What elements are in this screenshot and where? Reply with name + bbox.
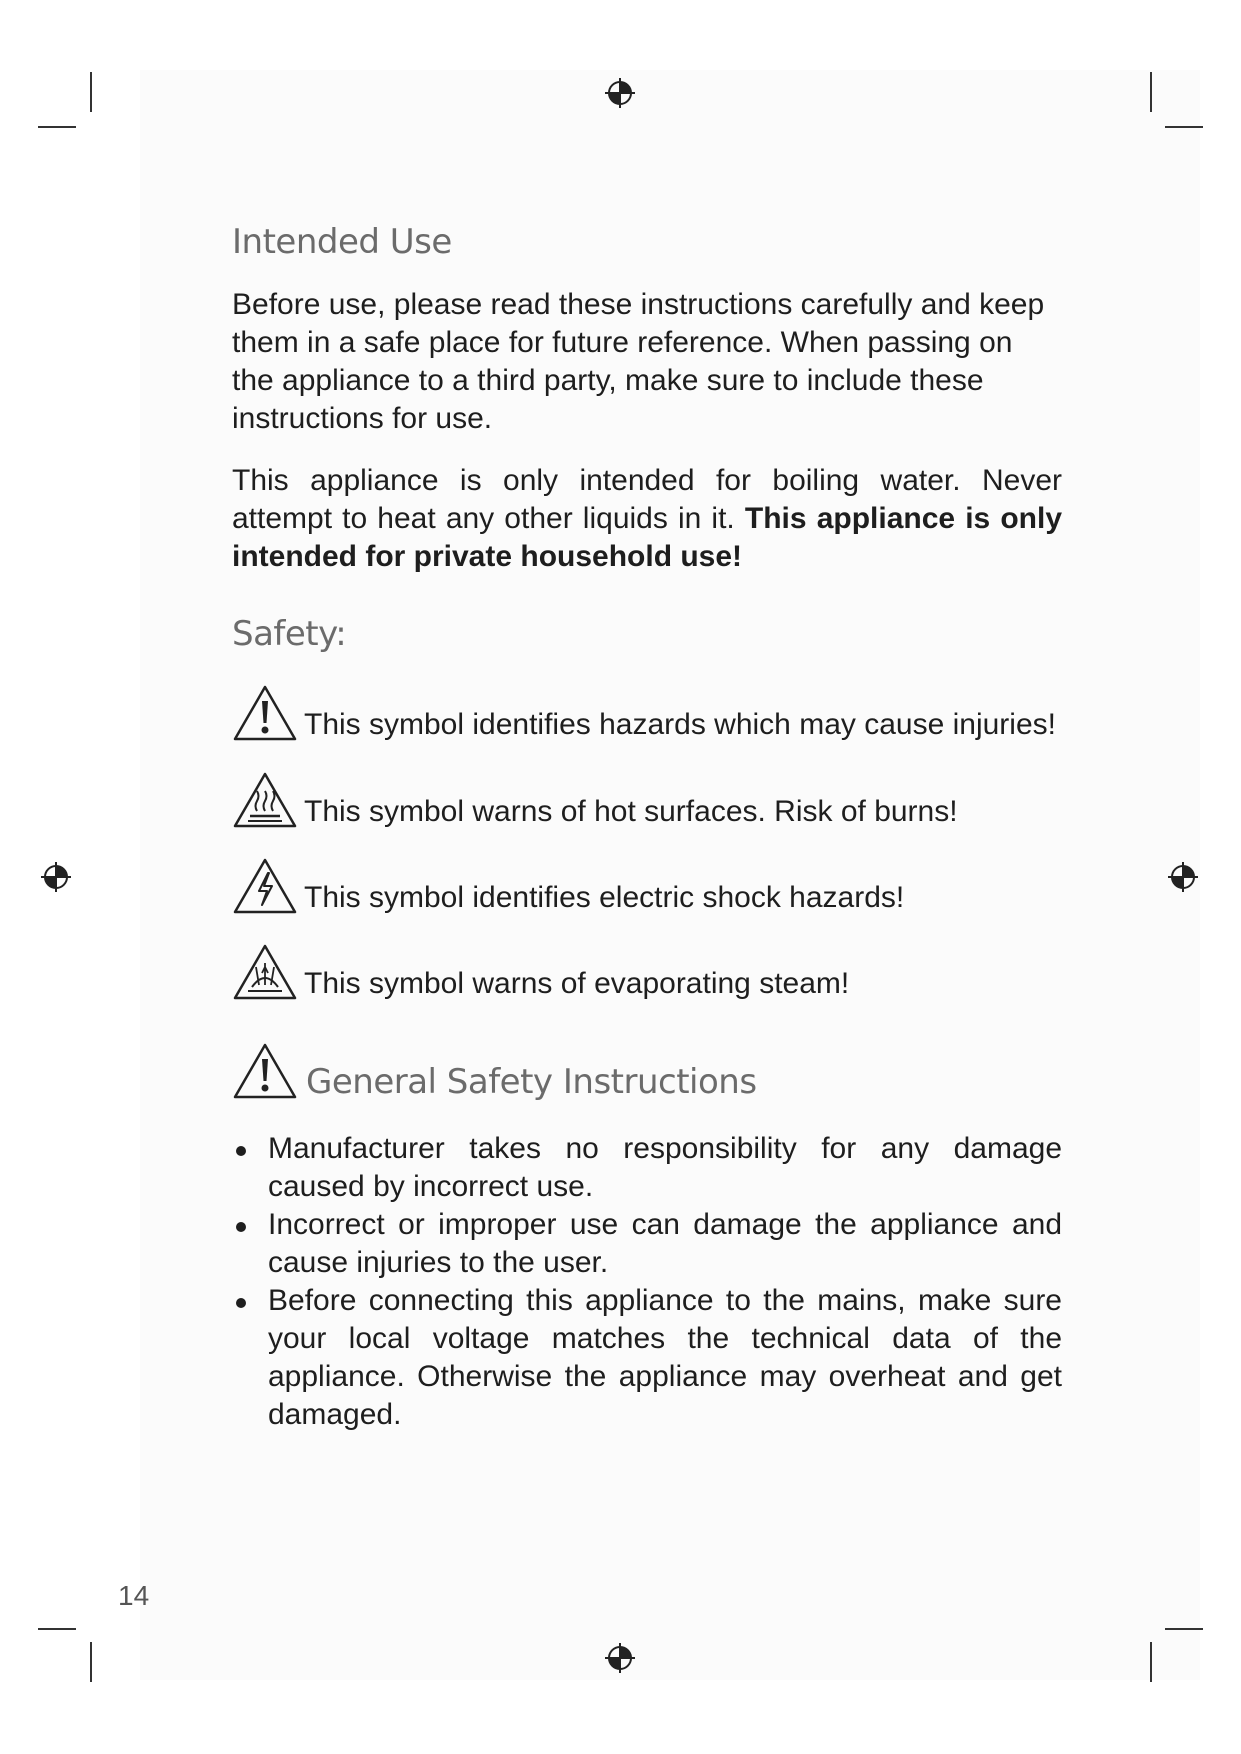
symbol-row-hazard — [232, 684, 1056, 742]
private-use-warning: This appliance is only intended for private household use! — [232, 502, 1063, 573]
symbol-text: This symbol warns of evaporating steam! — [304, 967, 850, 1000]
steam-icon — [232, 943, 298, 1001]
crop-mark — [1165, 126, 1203, 128]
intended-use-paragraph-2 — [232, 462, 1062, 576]
bullet — [236, 1146, 246, 1156]
list-item-text: Incorrect or improper use can damage the appliance and cause injuries to the user. — [268, 1208, 1062, 1279]
registration-mark-icon — [603, 76, 637, 110]
intended-use-section — [232, 222, 1062, 654]
symbol-text: This symbol identifies electric shock hazards! — [304, 881, 905, 914]
intended-use-heading: Intended Use — [232, 222, 452, 262]
bullet — [236, 1298, 246, 1308]
warning-exclamation-icon — [232, 684, 298, 742]
crop-mark — [1150, 72, 1152, 112]
list-item — [232, 1206, 1062, 1282]
crop-mark — [1165, 1628, 1203, 1630]
crop-mark — [38, 126, 76, 128]
intended-use-paragraph: Before use, please read these instructions carefully and keep them in a safe place for future reference. When passing on the appliance to a third party, make sure to include these instructions for use. — [232, 288, 1045, 435]
list-item-text: Manufacturer takes no responsibility for any damage caused by incorrect use. — [268, 1132, 1062, 1203]
crop-mark — [90, 72, 92, 112]
general-safety-list — [232, 1130, 1062, 1434]
crop-mark — [90, 1642, 92, 1682]
list-item — [232, 1130, 1062, 1206]
symbol-text: This symbol warns of hot surfaces. Risk of burns! — [304, 795, 958, 828]
symbol-row-steam — [232, 943, 849, 1001]
page-number: 14 — [118, 1580, 150, 1611]
list-item — [232, 1282, 1062, 1434]
intended-use-text: This appliance is only intended for boiling water. Never attempt to heat any other liquids in it. — [232, 464, 1062, 535]
electric-shock-icon — [232, 857, 298, 915]
hot-surface-icon — [232, 771, 298, 829]
symbol-text: This symbol identifies hazards which may cause injuries! — [304, 708, 1056, 741]
warning-exclamation-icon — [232, 1042, 298, 1100]
general-safety-heading: General Safety Instructions — [306, 1062, 757, 1102]
symbol-row-hot-surface — [232, 771, 958, 829]
registration-mark-icon — [39, 860, 73, 894]
general-safety-heading-row — [232, 1042, 757, 1100]
registration-mark-icon — [1166, 860, 1200, 894]
list-item-text: Before connecting this appliance to the mains, make sure your local voltage matches the technical data of the appliance. Otherwise the appliance may overheat and get damaged. — [268, 1284, 1062, 1431]
symbol-row-electric — [232, 857, 904, 915]
bullet — [236, 1222, 246, 1232]
crop-mark — [38, 1628, 76, 1630]
safety-heading: Safety: — [232, 614, 347, 654]
crop-mark — [1150, 1642, 1152, 1682]
registration-mark-icon — [603, 1641, 637, 1675]
